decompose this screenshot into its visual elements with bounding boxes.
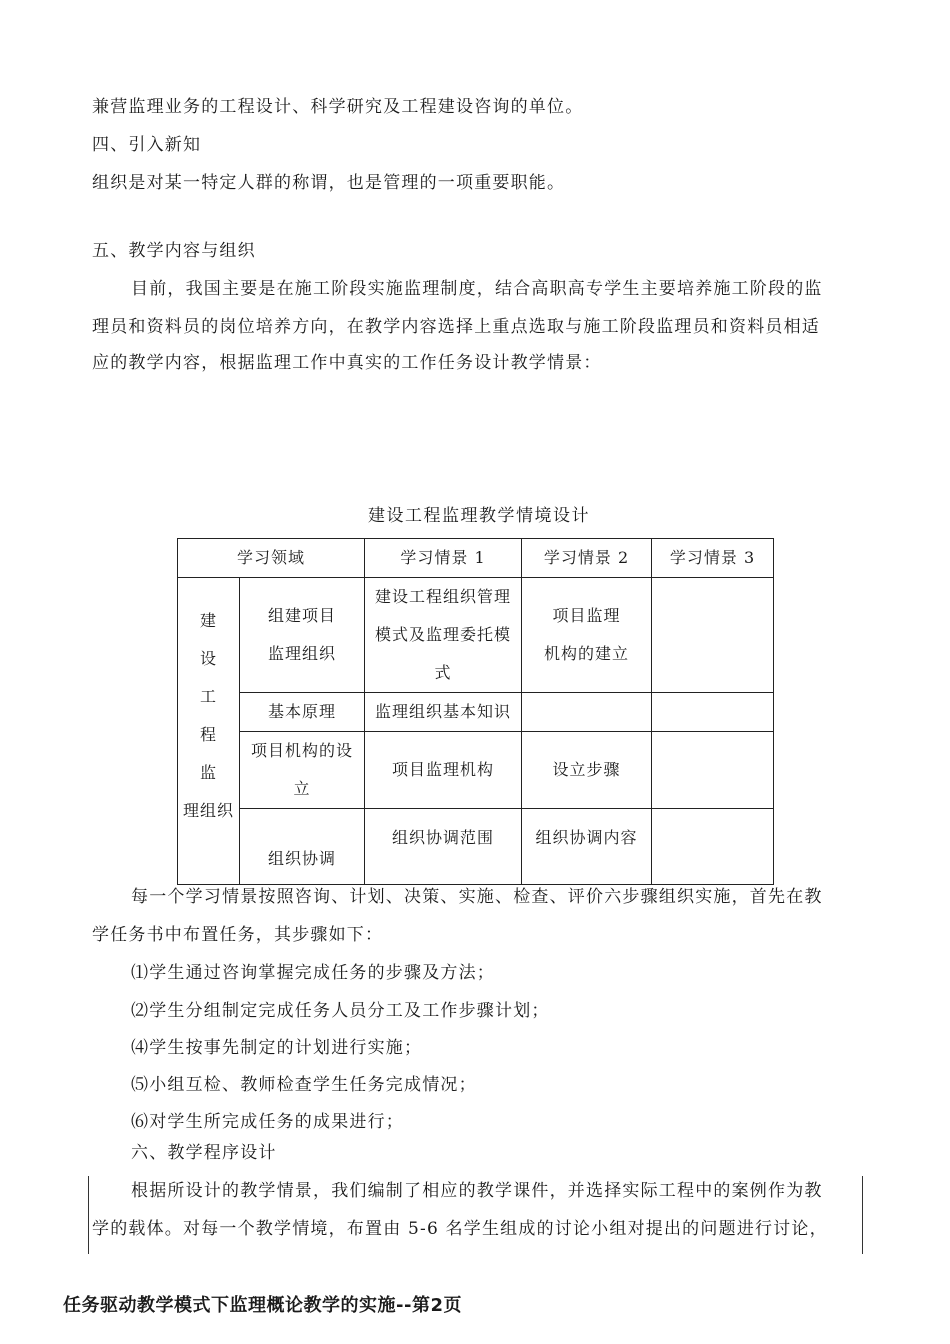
situation-2-cell xyxy=(522,693,652,732)
cell-line: 建设工程组织管理 xyxy=(374,587,511,606)
paragraph-line: 兼营监理业务的工程设计、科学研究及工程建设咨询的单位。 xyxy=(92,97,584,117)
step-item: ⑵学生分组制定完成任务人员分工及工作步骤计划； xyxy=(131,1001,550,1021)
cell-line: 项目监理机构 xyxy=(391,760,494,779)
cell-line: 项目监理 xyxy=(552,606,621,625)
paragraph-line: 目前，我国主要是在施工阶段实施监理制度，结合高职高专学生主要培养施工阶段的监 xyxy=(131,279,823,299)
table-header-row xyxy=(178,539,774,578)
cell-line: 立 xyxy=(293,779,311,798)
table-row xyxy=(178,693,774,732)
cell-line: 监理组织 xyxy=(267,644,336,663)
sub-domain-cell xyxy=(240,809,365,885)
cell-line: 模式及监理委托模 xyxy=(374,625,511,644)
step-item: ⑴学生通过咨询掌握完成任务的步骤及方法； xyxy=(131,963,495,983)
situation-1-cell xyxy=(365,809,522,885)
box-border-right xyxy=(862,1176,863,1254)
sub-domain-cell xyxy=(240,732,365,809)
situation-3-cell xyxy=(652,578,774,693)
situation-1-cell xyxy=(365,693,522,732)
situation-2-cell xyxy=(522,732,652,809)
step-item: ⑸小组互检、教师检查学生任务完成情况； xyxy=(131,1075,477,1095)
table-row xyxy=(178,809,774,885)
table-row xyxy=(178,578,774,693)
sub-domain-cell xyxy=(240,578,365,693)
paragraph-line: 应的教学内容，根据监理工作中真实的工作任务设计教学情景： xyxy=(92,353,602,373)
situation-3-cell xyxy=(652,809,774,885)
cell-line: 设立步骤 xyxy=(552,760,621,779)
cell-line: 机构的建立 xyxy=(543,644,629,663)
domain-char: 设 xyxy=(199,649,217,668)
table-title: 建设工程监理教学情境设计 xyxy=(368,506,590,526)
domain-char: 工 xyxy=(199,687,217,706)
paragraph-line: 每一个学习情景按照咨询、计划、决策、实施、检查、评价六步骤组织实施，首先在教 xyxy=(131,887,823,907)
sub-domain-cell xyxy=(240,693,365,732)
cell-line: 监理组织基本知识 xyxy=(374,702,511,721)
section-heading-4: 四、引入新知 xyxy=(92,135,202,155)
situation-1-cell xyxy=(365,732,522,809)
situation-table xyxy=(177,538,774,885)
cell-line: 组织协调 xyxy=(267,849,336,868)
header-domain: 学习领域 xyxy=(178,539,365,578)
step-item: ⑷学生按事先制定的计划进行实施； xyxy=(131,1038,423,1058)
header-situation-3: 学习情景 3 xyxy=(652,539,774,578)
situation-2-cell xyxy=(522,578,652,693)
step-item: ⑹对学生所完成任务的成果进行； xyxy=(131,1112,404,1132)
cell-line: 组织协调内容 xyxy=(535,828,638,847)
table-row xyxy=(178,732,774,809)
cell-line: 组建项目 xyxy=(267,606,336,625)
domain-char: 监 xyxy=(199,763,217,782)
paragraph-line: 理员和资料员的岗位培养方向，在教学内容选择上重点选取与施工阶段监理员和资料员相适 xyxy=(92,317,820,337)
situation-1-cell xyxy=(365,578,522,693)
cell-line: 组织协调范围 xyxy=(391,828,494,847)
situation-3-cell xyxy=(652,732,774,809)
cell-line: 项目机构的设 xyxy=(250,741,353,760)
section-heading-6: 六、教学程序设计 xyxy=(131,1143,277,1163)
domain-char: 建 xyxy=(199,611,217,630)
paragraph-line: 学的载体。对每一个教学情境，布置由 5-6 名学生组成的讨论小组对提出的问题进行讨论， xyxy=(92,1219,828,1239)
section-heading-5: 五、教学内容与组织 xyxy=(92,241,256,261)
cell-line: 式 xyxy=(434,663,452,682)
cell-line: 基本原理 xyxy=(267,702,336,721)
domain-char: 理组织 xyxy=(182,801,234,820)
domain-char: 程 xyxy=(199,725,217,744)
page-footer: 任务驱动教学模式下监理概论教学的实施--第2页 xyxy=(63,1295,462,1316)
box-border-left xyxy=(88,1176,89,1254)
header-situation-1: 学习情景 1 xyxy=(365,539,522,578)
paragraph-line: 学任务书中布置任务，其步骤如下： xyxy=(92,925,384,945)
paragraph-line: 根据所设计的教学情景，我们编制了相应的教学课件，并选择实际工程中的案例作为教 xyxy=(131,1181,823,1201)
header-situation-2: 学习情景 2 xyxy=(522,539,652,578)
paragraph-line: 组织是对某一特定人群的称谓，也是管理的一项重要职能。 xyxy=(92,173,566,193)
situation-3-cell xyxy=(652,693,774,732)
domain-cell xyxy=(178,578,240,885)
situation-2-cell xyxy=(522,809,652,885)
